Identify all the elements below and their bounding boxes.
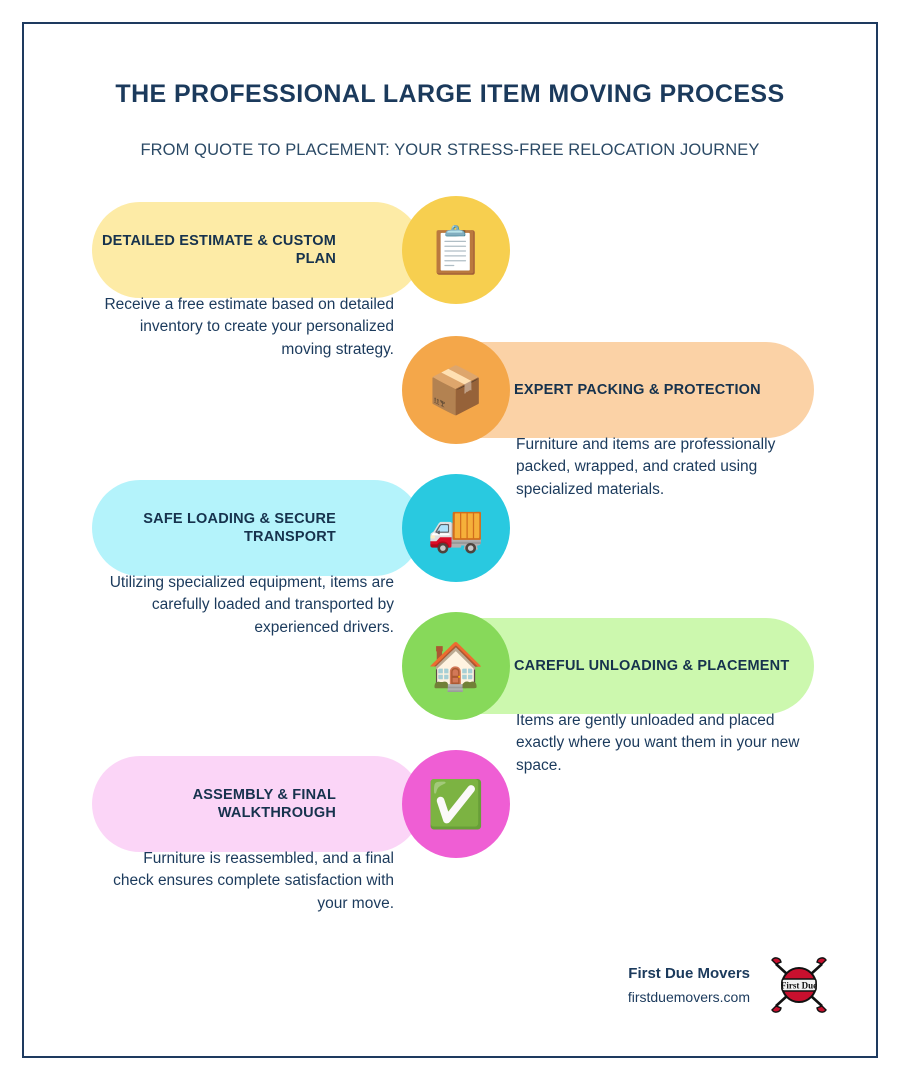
process-step-5 xyxy=(24,756,876,912)
step-description-4: Items are gently unloaded and placed exactly where you want them in your new space. xyxy=(516,712,800,774)
step-description-1: Receive a free estimate based on detailed inventory to create your personalized moving strategy. xyxy=(104,296,394,358)
clipboard-icon xyxy=(402,196,510,304)
step-label-4: CAREFUL UNLOADING & PLACEMENT xyxy=(514,657,790,674)
process-step-1 xyxy=(24,202,876,358)
process-step-2 xyxy=(24,342,876,498)
company-logo-icon xyxy=(764,950,834,1020)
brand-name: First Due Movers xyxy=(628,965,750,982)
process-step-4 xyxy=(24,618,876,774)
step-label-3: SAFE LOADING & SECURE TRANSPORT xyxy=(143,510,336,545)
process-step-3 xyxy=(24,480,876,636)
step-pill-5 xyxy=(92,756,422,852)
check-mark-icon xyxy=(402,750,510,858)
step-pill-3 xyxy=(92,480,422,576)
step-icon-glyph-2: 📦 xyxy=(427,364,485,416)
house-icon xyxy=(402,612,510,720)
step-label-2: EXPERT PACKING & PROTECTION xyxy=(514,381,761,398)
step-pill-1 xyxy=(92,202,422,298)
process-steps xyxy=(24,202,876,922)
infographic-frame xyxy=(22,22,878,1058)
website-url[interactable]: firstduemovers.com xyxy=(627,989,750,1005)
step-icon-glyph-4: 🏠 xyxy=(427,640,485,692)
step-label-1: DETAILED ESTIMATE & CUSTOM PLAN xyxy=(102,232,336,267)
step-description-3: Utilizing specialized equipment, items are carefully loaded and transported by experienced drivers. xyxy=(109,574,394,636)
step-description-5: Furniture is reassembled, and a final check ensures complete satisfaction with your move. xyxy=(113,850,394,912)
footer-text xyxy=(628,965,750,1005)
package-box-icon xyxy=(402,336,510,444)
page-subtitle: FROM QUOTE TO PLACEMENT: YOUR STRESS-FREE RELOCATION JOURNEY xyxy=(140,141,760,159)
step-description-2: Furniture and items are professionally packed, wrapped, and crated using specialized materials. xyxy=(516,436,776,498)
delivery-truck-icon xyxy=(402,474,510,582)
step-icon-glyph-5: ✅ xyxy=(427,778,485,830)
footer xyxy=(628,950,834,1020)
logo-text: First Due xyxy=(780,980,818,991)
page-title: THE PROFESSIONAL LARGE ITEM MOVING PROCESS xyxy=(115,80,785,108)
step-icon-glyph-3: 🚚 xyxy=(427,502,485,554)
step-label-5: ASSEMBLY & FINAL WALKTHROUGH xyxy=(192,786,336,821)
step-icon-glyph-1: 📋 xyxy=(427,224,485,276)
